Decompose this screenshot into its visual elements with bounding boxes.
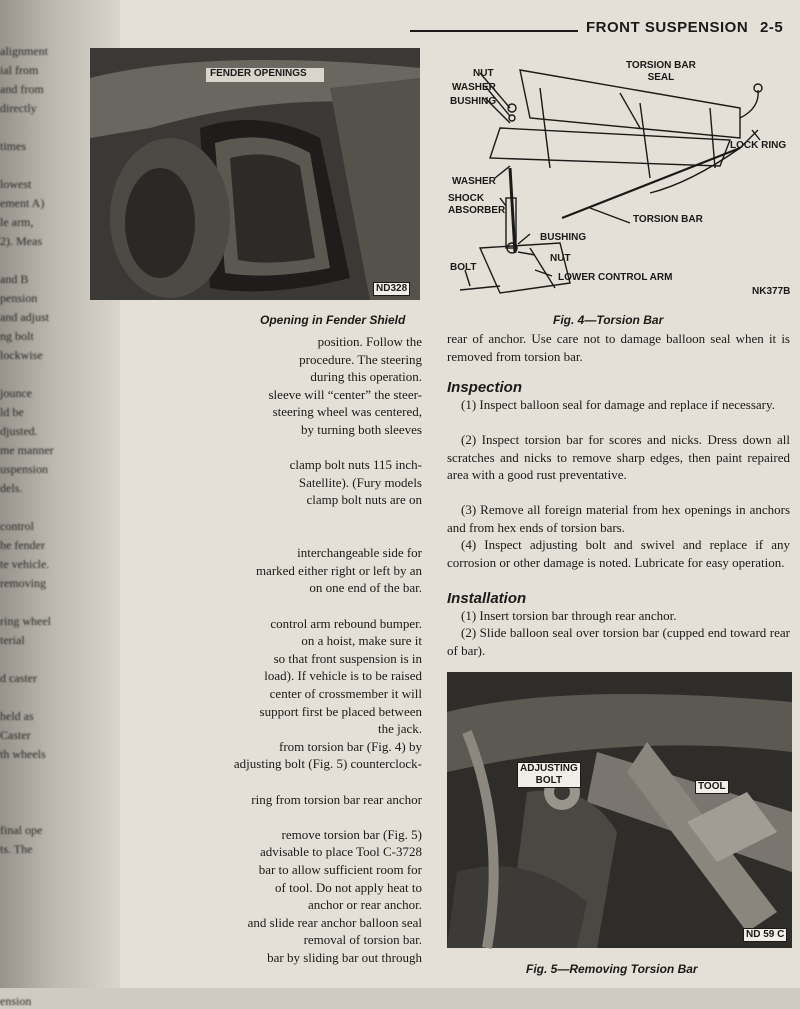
label-washer-lower: WASHER bbox=[452, 176, 496, 187]
left-edge-line: le arm, bbox=[0, 215, 34, 229]
left-edge-line: djusted. bbox=[0, 424, 38, 438]
middle-column-line: anchor or rear anchor. bbox=[307, 897, 422, 913]
left-edge-line: dels. bbox=[0, 481, 23, 495]
installation-heading: Installation bbox=[447, 590, 527, 607]
left-edge-line: 2). Meas bbox=[0, 234, 42, 248]
left-edge-line: alignment bbox=[0, 44, 48, 58]
header-rule bbox=[410, 30, 578, 32]
left-edge-line: removing bbox=[0, 576, 46, 590]
inspection-item-3: (3) Remove all foreign material from hex openings in anchors and from hex ends of torsion bars. bbox=[447, 502, 790, 535]
removing-torsion-bar-photo bbox=[447, 672, 792, 948]
left-edge-line: lockwise bbox=[0, 348, 43, 362]
label-washer: WASHER bbox=[452, 82, 496, 93]
label-bushing-lower: BUSHING bbox=[540, 232, 587, 243]
installation-item-2: (2) Slide balloon seal over torsion bar (cupped end toward rear of bar). bbox=[447, 625, 790, 658]
middle-column-line: so that front suspension is in bbox=[273, 650, 422, 666]
middle-column-line: clamp bolt nuts are on bbox=[306, 492, 422, 508]
middle-column-line: remove torsion bar (Fig. 5) bbox=[281, 826, 422, 842]
fender-photo-caption: Opening in Fender Shield bbox=[260, 313, 406, 327]
torsion-bar-diagram bbox=[440, 48, 795, 306]
left-edge-line: jounce bbox=[0, 386, 32, 400]
left-edge-line: he fender bbox=[0, 538, 45, 552]
intro-paragraph: rear of anchor. Use care not to damage balloon seal when it is removed from torsion bar. bbox=[447, 331, 790, 364]
inspection-item-2: (2) Inspect torsion bar for scores and nicks. Dress down all scratches and nicks to remove sharp edges, then paint repaired area with a good rust preventative. bbox=[447, 432, 790, 482]
inspection-item-4: (4) Inspect adjusting bolt and swivel and replace if any corrosion or other damage is noted. Lubricate for easy operation. bbox=[447, 537, 790, 570]
left-edge-line: directly bbox=[0, 101, 37, 115]
left-edge-line: ement A) bbox=[0, 196, 45, 210]
middle-column-line: interchangeable side for bbox=[297, 545, 422, 561]
fender-photo-image bbox=[90, 48, 420, 300]
left-edge-line: ension bbox=[0, 994, 32, 1008]
label-tool: TOOL bbox=[695, 780, 729, 794]
middle-column-line: bar by sliding bar out through bbox=[267, 950, 422, 965]
fig4-caption: Fig. 4—Torsion Bar bbox=[553, 313, 664, 327]
left-edge-line: d caster bbox=[0, 671, 37, 685]
photo-code: ND 59 C bbox=[743, 928, 787, 942]
left-edge-line: and from bbox=[0, 82, 44, 96]
left-edge-line: te vehicle. bbox=[0, 557, 50, 571]
middle-column-line: clamp bolt nuts 115 inch- bbox=[289, 457, 422, 473]
left-edge-line: times bbox=[0, 139, 26, 153]
left-edge-line: lowest bbox=[0, 177, 32, 191]
label-bolt: BOLT bbox=[450, 262, 477, 273]
middle-column-line: steering wheel was centered, bbox=[272, 404, 422, 420]
left-edge-line: pension bbox=[0, 291, 38, 305]
middle-column-line: removal of torsion bar. bbox=[303, 932, 422, 948]
middle-column-line: support first be placed between bbox=[259, 703, 422, 719]
section-title: FRONT SUSPENSION bbox=[586, 19, 749, 36]
fender-photo bbox=[90, 48, 420, 300]
left-edge-line: ld be bbox=[0, 405, 24, 419]
inspection-item-1: (1) Inspect balloon seal for damage and replace if necessary. bbox=[461, 397, 775, 412]
middle-column-line: control arm rebound bumper. bbox=[270, 615, 422, 631]
middle-column-line: position. Follow the bbox=[317, 334, 422, 349]
left-edge-line: me manner bbox=[0, 443, 54, 457]
middle-column-line: sleeve will “center” the steer- bbox=[268, 386, 422, 402]
middle-column-line: of tool. Do not apply heat to bbox=[275, 879, 422, 895]
left-edge-line: uspension bbox=[0, 462, 48, 476]
left-edge-line: and B bbox=[0, 272, 29, 286]
label-nut-lower: NUT bbox=[550, 253, 571, 264]
middle-column-line: marked either right or left by an bbox=[255, 562, 422, 578]
middle-column-line: center of crossmember it will bbox=[269, 686, 422, 701]
middle-column-line: from torsion bar (Fig. 4) by bbox=[279, 738, 422, 754]
middle-column-line: the jack. bbox=[377, 721, 422, 737]
label-shock-absorber: SHOCK ABSORBER bbox=[448, 193, 506, 216]
middle-column-line: load). If vehicle is to be raised bbox=[264, 668, 422, 684]
left-edge-line: final ope bbox=[0, 823, 43, 837]
middle-column-line: on one end of the bar. bbox=[309, 580, 422, 596]
label-bushing: BUSHING bbox=[450, 96, 497, 107]
left-edge-line: held as bbox=[0, 709, 34, 723]
left-edge-line: ts. The bbox=[0, 842, 33, 856]
installation-item-1: (1) Insert torsion bar through rear anchor. bbox=[461, 608, 677, 623]
middle-column-line: Satellite). (Fury models bbox=[298, 474, 422, 490]
left-edge-line: terial bbox=[0, 633, 25, 647]
left-edge-line: th wheels bbox=[0, 747, 46, 761]
diagram-code: NK377B bbox=[752, 286, 791, 297]
middle-column-line: on a hoist, make sure it bbox=[301, 633, 422, 649]
left-edge-line: ng bolt bbox=[0, 329, 34, 343]
middle-column-line: and slide rear anchor balloon seal bbox=[247, 914, 422, 930]
middle-column-line: advisable to place Tool C-3728 bbox=[259, 844, 422, 860]
fender-photo-code: ND328 bbox=[373, 282, 410, 296]
middle-column-line: during this operation. bbox=[310, 369, 422, 385]
left-edge-line: Caster bbox=[0, 728, 31, 742]
left-edge-line: and adjust bbox=[0, 310, 49, 324]
left-edge-line: ring wheel bbox=[0, 614, 51, 628]
page-number: 2-5 bbox=[760, 19, 784, 36]
middle-column-line: bar to allow sufficient room for bbox=[258, 862, 422, 877]
label-lower-control-arm: LOWER CONTROL ARM bbox=[558, 272, 673, 283]
middle-column-line: procedure. The steering bbox=[299, 351, 422, 367]
fig5-caption: Fig. 5—Removing Torsion Bar bbox=[526, 962, 698, 976]
inspection-heading: Inspection bbox=[447, 379, 523, 396]
label-torsion-bar: TORSION BAR bbox=[633, 214, 703, 225]
label-nut: NUT bbox=[473, 68, 494, 79]
middle-column-line: ring from torsion bar rear anchor bbox=[251, 791, 422, 807]
label-adjusting-bolt: ADJUSTING BOLT bbox=[517, 762, 581, 788]
middle-column-line: adjusting bolt (Fig. 5) counterclock- bbox=[233, 756, 422, 772]
left-edge-line: control bbox=[0, 519, 34, 533]
removing-torsion-bar-image bbox=[447, 672, 792, 948]
middle-column-line: by turning both sleeves bbox=[301, 422, 422, 437]
label-lock-ring: LOCK RING bbox=[730, 140, 787, 151]
fender-openings-label: FENDER OPENINGS bbox=[210, 68, 307, 79]
left-edge-line: ial from bbox=[0, 63, 39, 77]
label-torsion-bar-seal: TORSION BAR SEAL bbox=[626, 60, 696, 83]
